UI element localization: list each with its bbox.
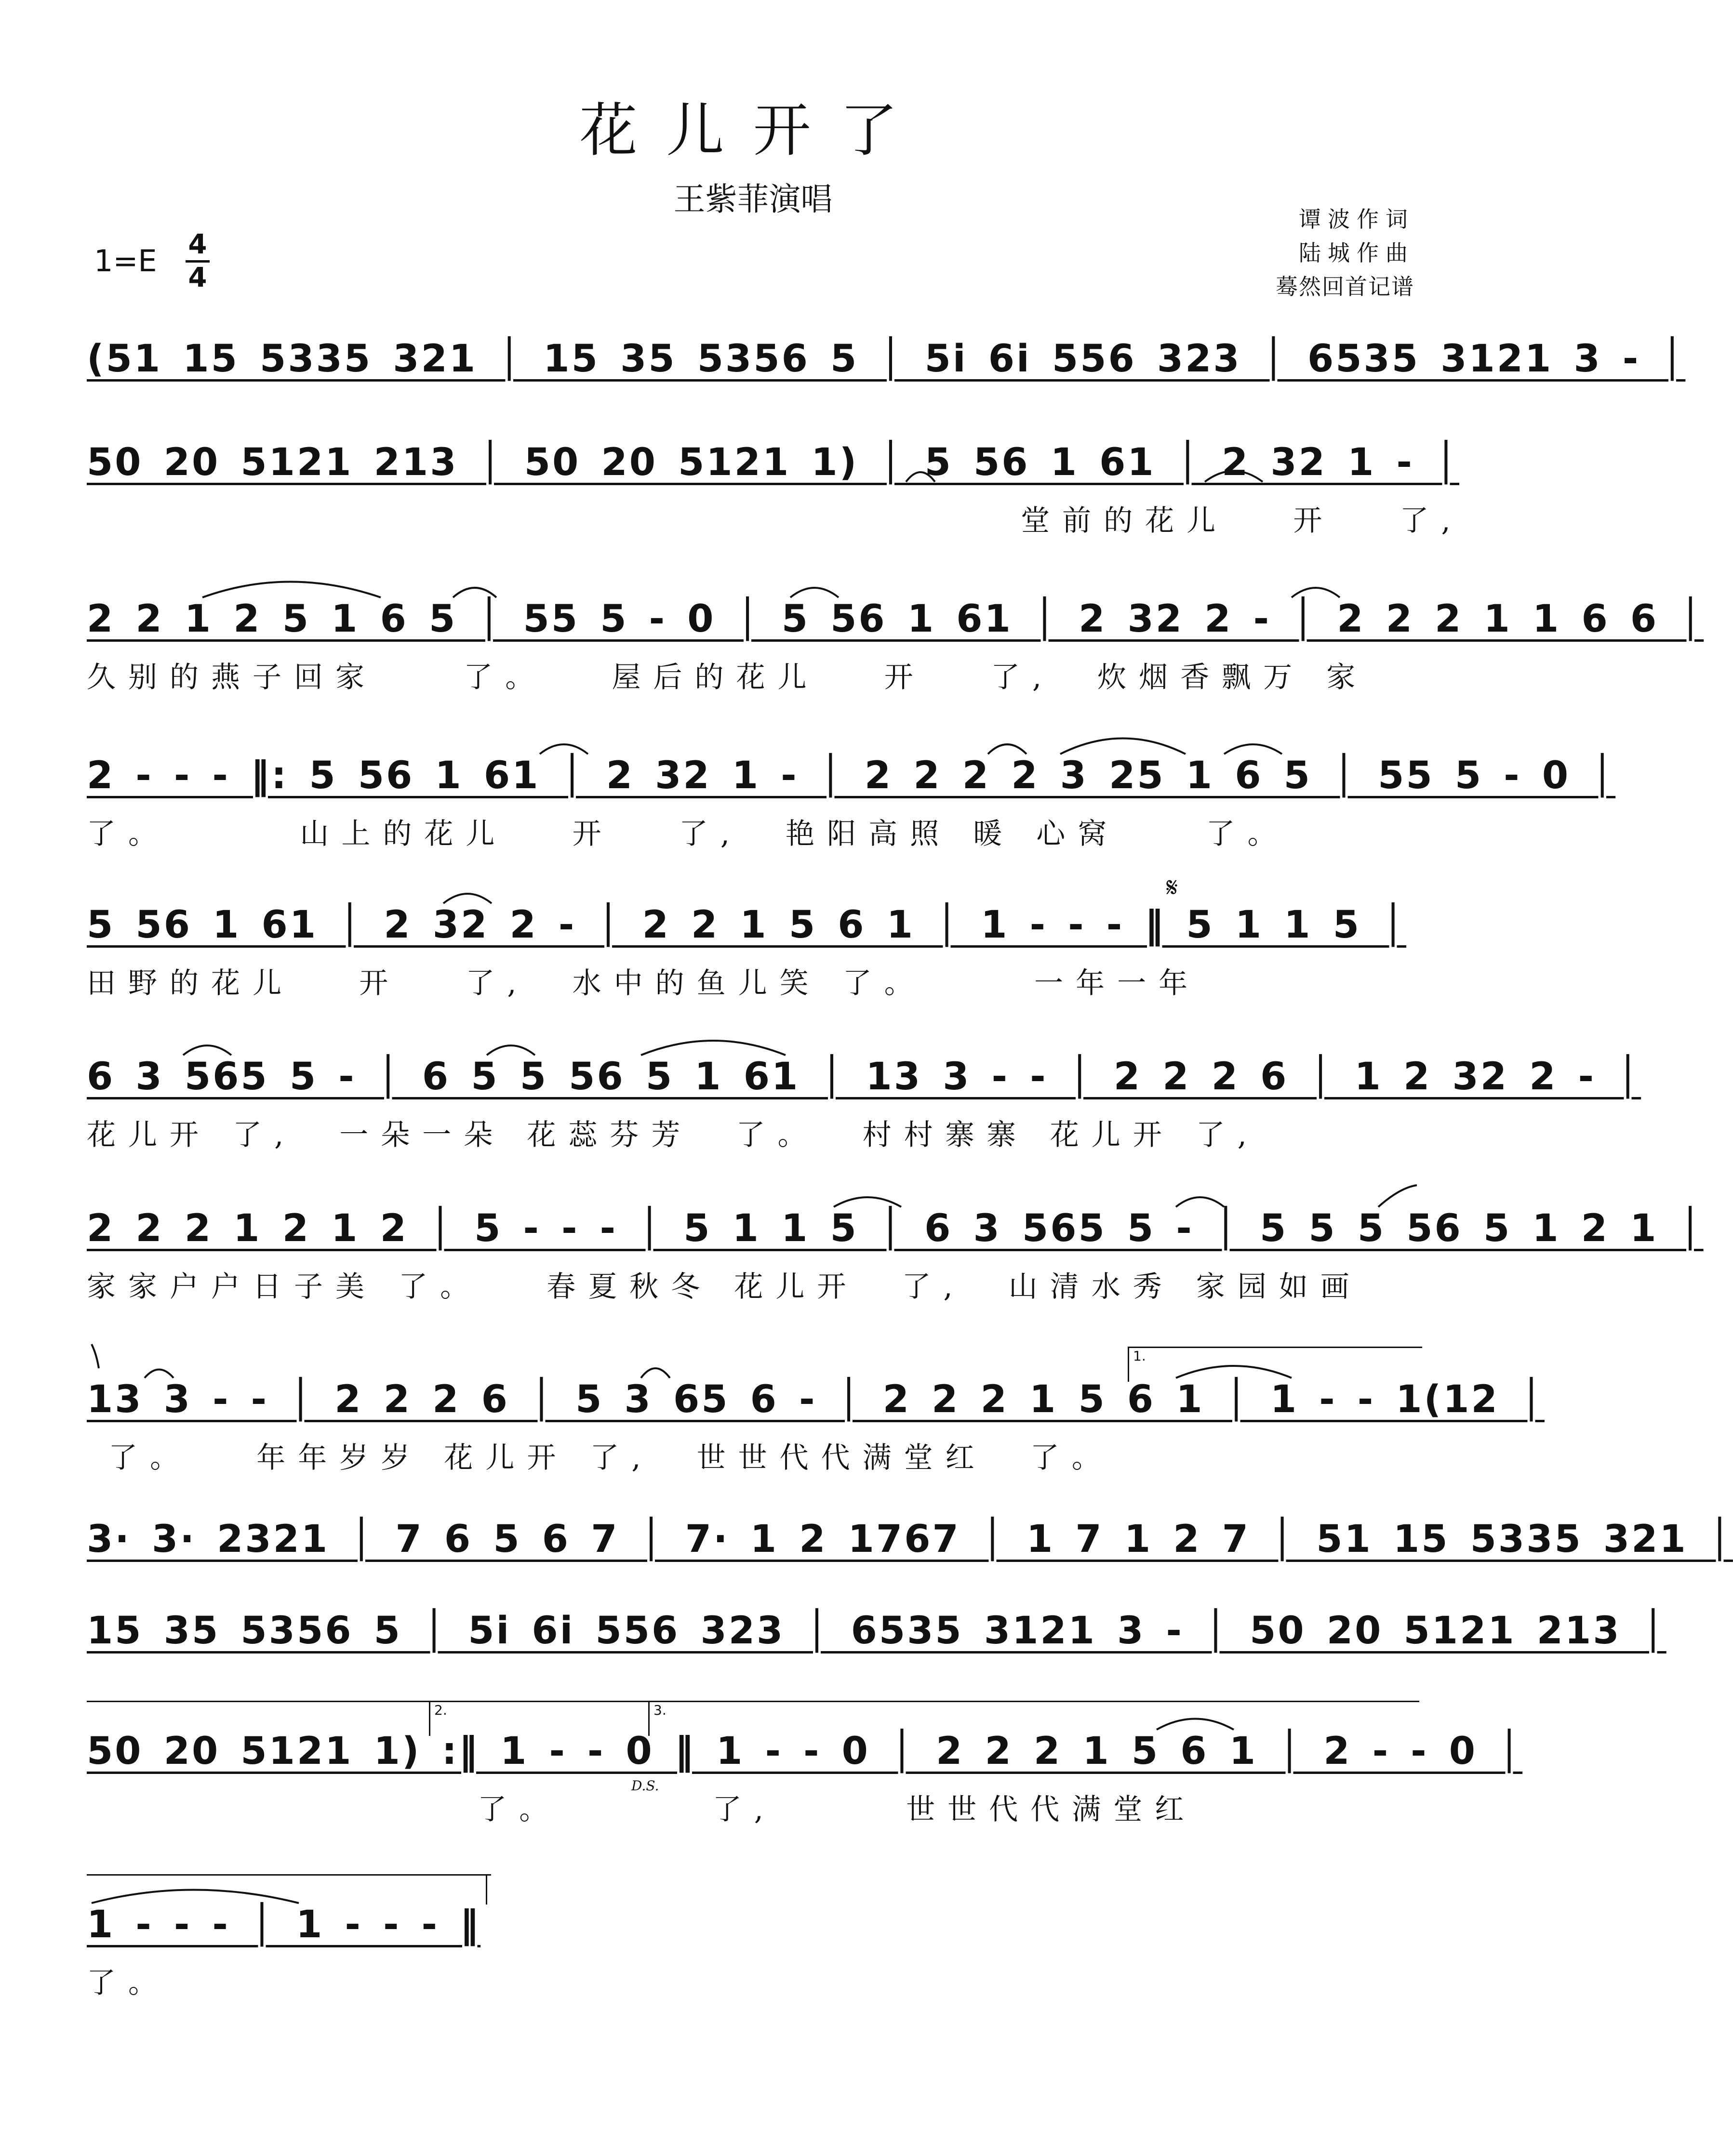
ds-mark: D.S.	[631, 1778, 659, 1794]
lyrics-line: 久别的燕子回家 了。 屋后的花儿 开 了, 炊烟香飘万 家	[87, 661, 1368, 694]
slur-mark	[906, 472, 935, 482]
singer-credit: 王紫菲演唱	[673, 181, 833, 218]
time-signature-top: 4	[188, 229, 207, 260]
slur-mark	[1176, 1197, 1224, 1207]
page-title: 花儿开了	[579, 97, 927, 164]
lyrics-line: 了。	[87, 1966, 170, 2000]
lyrics-line: 了。 山上的花儿 开 了, 艳阳高照 暖 心窝 了。	[87, 817, 1289, 851]
notation-line: 6 3 565 5 - │ 6 5 5 56 5 1 61 │ 13 3 - - │ 2 2 2 6 │ 1 2 32 2 - │	[87, 1055, 1641, 1098]
slur-mark	[1292, 588, 1340, 597]
key-signature: 1=E	[94, 243, 157, 278]
slur-mark	[988, 744, 1026, 754]
slur-mark	[487, 1045, 535, 1055]
volta-label: 2.	[434, 1702, 447, 1718]
slur-mark	[1378, 1185, 1417, 1207]
notation-line: 50 20 5121 213 │ 50 20 5121 1) │ 5 56 1 61 │ 2 32 1 - │	[87, 441, 1459, 484]
volta-label: 3.	[653, 1702, 667, 1718]
notation-line: 2 2 1 2 5 1 6 5 │ 55 5 - 0 │ 5 56 1 61 │ 2 32 2 - │ 2 2 2 1 1 6 6 │	[87, 597, 1704, 641]
slur-mark	[834, 1197, 901, 1207]
slur-mark	[1224, 744, 1282, 754]
lyrics-line: 了。 年年岁岁 花儿开 了, 世世代代满堂红 了。	[87, 1441, 1113, 1475]
slur-mark	[183, 1045, 231, 1055]
lyrics-line: 家家户户日子美 了。 春夏秋冬 花儿开 了, 山清水秀 家园如画	[87, 1270, 1362, 1304]
notation-line: 13 3 - - │ 2 2 2 6 │ 5 3 65 6 - │ 2 2 2 1 5 6 1 │ 1 - - 1(12 │	[87, 1378, 1545, 1421]
notation-line: 3· 3· 2321 │ 7 6 5 6 7 │ 7· 1 2 1767 │ 1 7 1 2 7 │ 51 15 5335 321 │	[87, 1518, 1733, 1561]
slur-mark	[641, 1041, 786, 1055]
lyrics-line: 了。 了, 世世代代满堂红	[87, 1793, 1197, 1826]
slur-mark	[1157, 1719, 1234, 1730]
slur-mark	[540, 744, 588, 754]
notation-line: (51 15 5335 321 │ 15 35 5356 5 │ 5i 6i 556 323 │ 6535 3121 3 - │	[87, 337, 1686, 381]
slur-mark	[202, 582, 381, 598]
notation-line: 15 35 5356 5 │ 5i 6i 556 323 │ 6535 3121 3 - │ 50 20 5121 213 │	[87, 1609, 1666, 1653]
slur-mark	[443, 894, 492, 903]
composer-credit: 陆城作曲	[1299, 240, 1414, 266]
slur-mark	[641, 1368, 670, 1378]
segno-icon: 𝄋	[1166, 872, 1178, 903]
slur-mark	[790, 588, 839, 597]
slur-mark	[145, 1370, 173, 1378]
transcriber-credit: 蓦然回首记谱	[1276, 274, 1414, 300]
lyrics-line: 田野的花儿 开 了, 水中的鱼儿笑 了。 一年一年	[87, 966, 1200, 1000]
lyrics-line: 堂前的花儿 开 了,	[87, 504, 1463, 538]
notation-line: 2 - - - ‖: 5 56 1 61 │ 2 32 1 - │ 2 2 2 2 3 25 1 6 5 │ 55 5 - 0 │	[87, 754, 1616, 797]
notation-line: 2 2 2 1 2 1 2 │ 5 - - - │ 5 1 1 5 │ 6 3 565 5 - │ 5 5 5 56 5 1 2 1 │	[87, 1207, 1704, 1250]
slur-mark	[92, 1890, 299, 1904]
slur-mark	[1060, 739, 1186, 754]
slur-mark	[1205, 471, 1263, 482]
slur-mark	[1176, 1366, 1292, 1378]
notation-line: 5 56 1 61 │ 2 32 2 - │ 2 2 1 5 6 1 │ 1 - - - ‖ 5 1 1 5 │	[87, 903, 1407, 947]
time-signature-bottom: 4	[188, 262, 207, 293]
volta-label: 1.	[1133, 1348, 1146, 1364]
lyrics-line: 花儿开 了, 一朵一朵 花蕊芬芳 了。 村村寨寨 花儿开 了,	[87, 1118, 1259, 1152]
notation-line: 1 - - - │ 1 - - - ‖	[87, 1903, 481, 1946]
slur-mark	[453, 588, 496, 597]
notation-line: 50 20 5121 1) :‖ 1 - - 0 ‖ 1 - - 0 │ 2 2 2 1 5 6 1 │ 2 - - 0 │	[87, 1730, 1523, 1773]
lyricist-credit: 谭波作词	[1299, 206, 1414, 232]
slur-mark	[92, 1344, 99, 1368]
